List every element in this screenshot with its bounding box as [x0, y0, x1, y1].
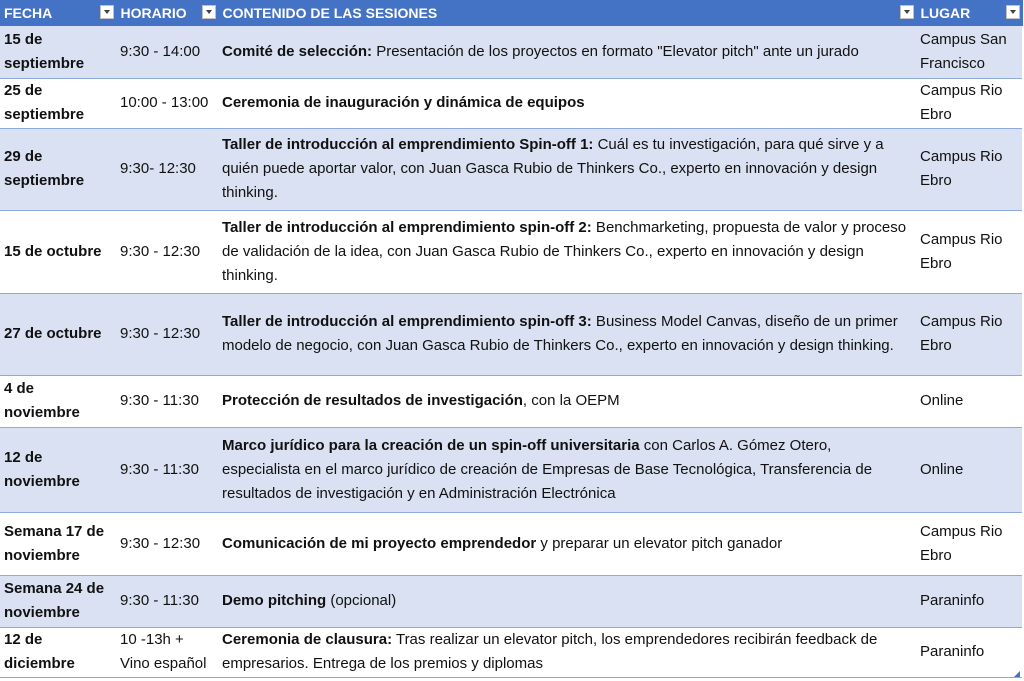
header-horario: [116, 0, 218, 26]
cell-lugar[interactable]: Campus Rio Ebro: [916, 128, 1022, 210]
header-row: [0, 0, 1022, 26]
cell-lugar[interactable]: Campus Rio Ebro: [916, 512, 1022, 575]
cell-horario[interactable]: 10:00 - 13:00: [116, 78, 218, 128]
cell-horario[interactable]: 9:30 - 14:00: [116, 26, 218, 78]
session-title: Ceremonia de clausura:: [222, 631, 393, 648]
session-title: Comité de selección:: [222, 42, 373, 60]
header-contenido-label: CONTENIDO DE LAS SESIONES: [222, 5, 438, 21]
session-detail: Cuál es tu investigación, para qué sirve y a quién puede aportar valor, con Juan Gasca Rubio de Thinkers Co., experto en innovación y design thinking.: [222, 136, 884, 201]
table-resize-handle-icon[interactable]: [1014, 671, 1020, 677]
header-contenido: [218, 0, 916, 26]
table-row[interactable]: [0, 78, 1022, 128]
cell-lugar[interactable]: Campus Rio Ebro: [916, 293, 1022, 375]
table-row[interactable]: [0, 375, 1022, 427]
cell-fecha[interactable]: 12 de noviembre: [0, 427, 116, 512]
cell-fecha[interactable]: 4 de noviembre: [0, 375, 116, 427]
cell-contenido[interactable]: [218, 512, 916, 575]
cell-lugar[interactable]: Paraninfo: [916, 575, 1022, 627]
session-detail: , con la OEPM: [522, 392, 620, 409]
session-title: Comunicación de mi proyecto emprendedor: [222, 534, 537, 552]
cell-fecha[interactable]: Semana 17 de noviembre: [0, 512, 116, 575]
table-row[interactable]: [0, 128, 1022, 210]
cell-lugar[interactable]: Online: [916, 375, 1022, 427]
session-detail: Tras realizar un elevator pitch, los emprendedores recibirán feedback de empresarios. Entrega de los premios y diplomas: [222, 631, 878, 672]
cell-horario[interactable]: 9:30 - 12:30: [116, 210, 218, 293]
cell-horario[interactable]: 10 -13h + Vino español: [116, 627, 218, 677]
cell-fecha[interactable]: 15 de octubre: [0, 210, 116, 293]
table-row[interactable]: [0, 427, 1022, 512]
cell-horario[interactable]: 9:30- 12:30: [116, 128, 218, 210]
session-detail: (opcional): [326, 592, 397, 609]
cell-fecha[interactable]: 27 de octubre: [0, 293, 116, 375]
cell-horario[interactable]: 9:30 - 11:30: [116, 427, 218, 512]
cell-horario[interactable]: 9:30 - 12:30: [116, 293, 218, 375]
session-title: Taller de introducción al emprendimiento spin-off 2:: [222, 218, 592, 236]
session-title: Ceremonia de inauguración y dinámica de equipos: [222, 94, 585, 111]
cell-fecha[interactable]: 29 de septiembre: [0, 128, 116, 210]
cell-contenido[interactable]: [218, 293, 916, 375]
filter-dropdown-contenido-icon[interactable]: [900, 5, 914, 19]
session-detail: Presentación de los proyectos en formato "Elevator pitch" ante un jurado: [372, 42, 859, 60]
session-title: Taller de introducción al emprendimiento Spin-off 1:: [222, 136, 594, 153]
session-title: Marco jurídico para la creación de un spin-off universitaria: [222, 436, 640, 454]
cell-horario[interactable]: 9:30 - 12:30: [116, 512, 218, 575]
table-row[interactable]: [0, 575, 1022, 627]
cell-horario[interactable]: 9:30 - 11:30: [116, 375, 218, 427]
table-row[interactable]: [0, 512, 1022, 575]
cell-fecha[interactable]: 12 de diciembre: [0, 627, 116, 677]
cell-horario[interactable]: 9:30 - 11:30: [116, 575, 218, 627]
cell-fecha[interactable]: 15 de septiembre: [0, 26, 116, 78]
header-lugar: [916, 0, 1022, 26]
session-title: Protección de resultados de investigación: [222, 392, 523, 409]
cell-fecha[interactable]: Semana 24 de noviembre: [0, 575, 116, 627]
table-row[interactable]: [0, 293, 1022, 375]
table-row[interactable]: [0, 627, 1022, 677]
cell-lugar[interactable]: Paraninfo: [916, 627, 1022, 677]
cell-contenido[interactable]: [218, 375, 916, 427]
header-lugar-label: LUGAR: [920, 5, 971, 21]
session-detail: con Carlos A. Gómez Otero, especialista en el marco jurídico de creación de Empresas de Base Tecnológica, Transferencia de resultados de investigación y en Administración Electrónica: [222, 436, 873, 502]
filter-dropdown-lugar-icon[interactable]: [1006, 5, 1020, 19]
cell-contenido[interactable]: [218, 210, 916, 293]
table-row[interactable]: [0, 210, 1022, 293]
cell-contenido[interactable]: [218, 128, 916, 210]
header-fecha-label: FECHA: [4, 5, 53, 21]
cell-contenido[interactable]: [218, 427, 916, 512]
header-fecha: [0, 0, 116, 26]
session-detail: Benchmarketing, propuesta de valor y proceso de validación de la idea, con Juan Gasca Rubio de Thinkers Co., experto en innovación y design thinking.: [222, 218, 907, 284]
cell-lugar[interactable]: Online: [916, 427, 1022, 512]
header-horario-label: HORARIO: [120, 5, 187, 21]
session-detail: Business Model Canvas, diseño de un primer modelo de negocio, con Juan Gasca Rubio de Thinkers Co., experto en innovación y design thinking.: [222, 313, 898, 354]
cell-lugar[interactable]: Campus Rio Ebro: [916, 78, 1022, 128]
filter-dropdown-fecha-icon[interactable]: [100, 5, 114, 19]
session-title: Taller de introducción al emprendimiento spin-off 3:: [222, 313, 592, 330]
session-title: Demo pitching: [222, 592, 327, 609]
session-detail: y preparar un elevator pitch ganador: [536, 534, 783, 552]
cell-lugar[interactable]: Campus Rio Ebro: [916, 210, 1022, 293]
cell-fecha[interactable]: 25 de septiembre: [0, 78, 116, 128]
cell-contenido[interactable]: [218, 575, 916, 627]
cell-lugar[interactable]: Campus San Francisco: [916, 26, 1022, 78]
table-row[interactable]: [0, 26, 1022, 78]
cell-contenido[interactable]: [218, 627, 916, 677]
filter-dropdown-horario-icon[interactable]: [202, 5, 216, 19]
cell-contenido[interactable]: [218, 26, 916, 78]
cell-contenido[interactable]: [218, 78, 916, 128]
